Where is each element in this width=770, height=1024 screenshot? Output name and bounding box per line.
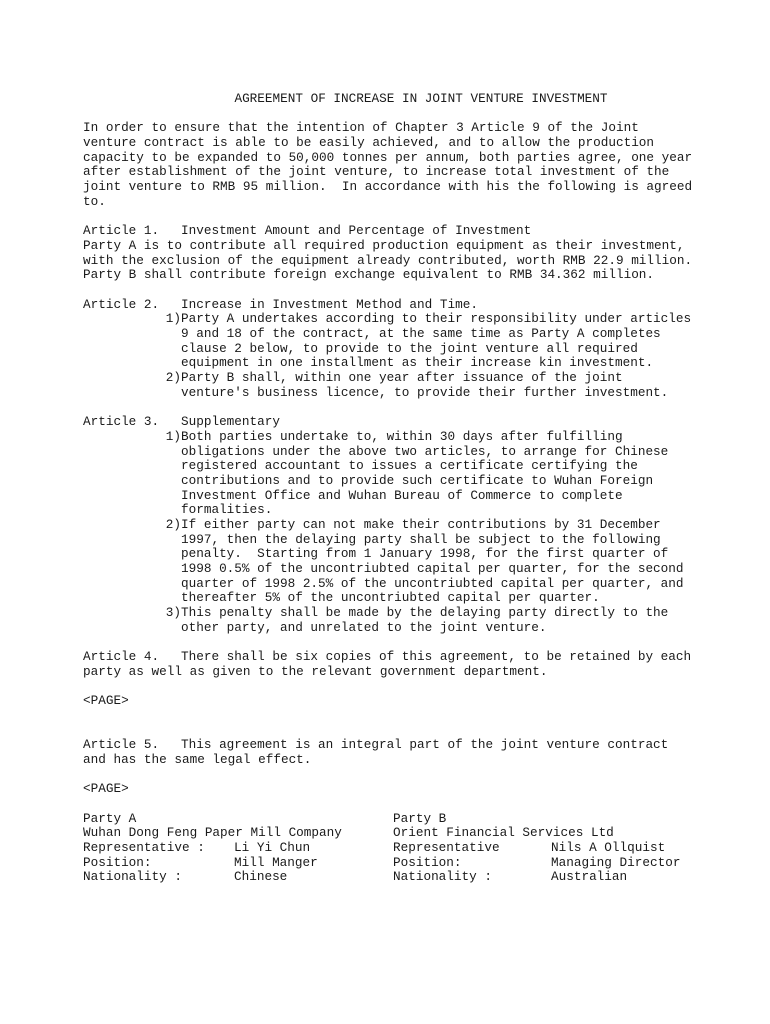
item-line: equipment in one installment as their increase kin investment. xyxy=(181,355,654,371)
article-3-label: Article 3. xyxy=(83,414,160,430)
item-line: registered accountant to issues a certificate certifying the xyxy=(181,458,638,474)
article-3-item-3 xyxy=(83,606,723,635)
party-a-nat-label: Nationality : xyxy=(83,869,182,885)
intro-line: to. xyxy=(83,193,106,209)
article-1 xyxy=(83,224,723,283)
item-line: If either party can not make their contributions by 31 December xyxy=(181,516,661,532)
party-b-nat-label: Nationality : xyxy=(393,869,492,885)
intro-line: capacity to be expanded to 50,000 tonnes per annum, both parties agree, one year xyxy=(83,149,693,165)
item-line: Party A undertakes according to their responsibility under articles xyxy=(181,311,692,327)
intro-line: In order to ensure that the intention of Chapter 3 Article 9 of the Joint xyxy=(83,120,639,136)
party-a-pos-value: Mill Manger xyxy=(234,854,318,870)
article-1-heading: Investment Amount and Percentage of Investment xyxy=(181,223,532,239)
intro-line: joint venture to RMB 95 million. In accordance with his the following is agreed xyxy=(83,179,693,195)
party-b-heading: Party B xyxy=(393,810,447,826)
item-line: Both parties undertake to, within 30 days after fulfilling xyxy=(181,428,623,444)
party-a-company: Wuhan Dong Feng Paper Mill Company xyxy=(83,825,342,841)
article-2-item-2 xyxy=(83,371,723,400)
party-b-company: Orient Financial Services Ltd xyxy=(393,825,614,841)
party-b-rep-value: Nils A Ollquist xyxy=(551,840,666,856)
article-3-heading: Supplementary xyxy=(181,414,280,430)
article-2-item-1 xyxy=(83,312,723,371)
item-number: 2) xyxy=(165,516,181,532)
article-5-label: Article 5. xyxy=(83,737,160,753)
party-a-block xyxy=(83,812,393,885)
article-1-line: Party B shall contribute foreign exchange equivalent to RMB 34.362 million. xyxy=(83,267,655,283)
article-5-line: and has the same legal effect. xyxy=(83,751,312,767)
article-4 xyxy=(83,650,723,679)
item-line: quarter of 1998 2.5% of the uncontriubted capital per quarter, and xyxy=(181,575,684,591)
item-line: 9 and 18 of the contract, at the same time as Party A completes xyxy=(181,326,661,341)
party-a-heading: Party A xyxy=(83,810,137,826)
intro-line: venture contract is able to be easily achieved, and to allow the production xyxy=(83,135,655,151)
page-marker: <PAGE> xyxy=(83,781,129,797)
article-5 xyxy=(83,738,723,767)
party-a-nat-value: Chinese xyxy=(234,869,288,885)
document-title: AGREEMENT OF INCREASE IN JOINT VENTURE INVESTMENT xyxy=(234,91,608,106)
item-number: 1) xyxy=(165,311,181,327)
item-number: 1) xyxy=(165,428,181,444)
article-2-heading: Increase in Investment Method and Time. xyxy=(181,296,478,312)
item-line: 1997, then the delaying party shall be subject to the following xyxy=(181,531,661,547)
article-1-line: with the exclusion of the equipment already contributed, worth RMB 22.9 million. xyxy=(83,252,693,268)
party-b-pos-value: Managing Director xyxy=(551,854,681,870)
item-line: clause 2 below, to provide to the joint venture all required xyxy=(181,340,638,356)
item-line: contributions and to provide such certificate to Wuhan Foreign xyxy=(181,472,654,488)
article-4-text: There shall be six copies of this agreement, to be retained by each xyxy=(181,649,692,665)
page-marker: <PAGE> xyxy=(83,693,129,709)
party-a-pos-label: Position: xyxy=(83,854,152,870)
item-line: penalty. Starting from 1 January 1998, for the first quarter of xyxy=(181,546,669,562)
item-line: Party B shall, within one year after issuance of the joint xyxy=(181,370,623,386)
article-1-label: Article 1. xyxy=(83,223,160,239)
document-page xyxy=(83,92,723,885)
party-a-rep-label: Representative : xyxy=(83,840,205,856)
intro-line: after establishment of the joint venture, to increase total investment of the xyxy=(83,164,670,180)
party-b-block xyxy=(393,812,723,885)
article-3 xyxy=(83,415,723,635)
item-number: 3) xyxy=(165,605,181,621)
item-number: 2) xyxy=(165,370,181,386)
article-3-item-1 xyxy=(83,430,723,518)
article-4-label: Article 4. xyxy=(83,649,160,665)
party-a-rep-value: Li Yi Chun xyxy=(234,840,311,856)
article-2 xyxy=(83,298,723,401)
article-3-item-2 xyxy=(83,518,723,606)
item-line: 1998 0.5% of the uncontriubted capital per quarter, for the second xyxy=(181,561,684,576)
intro-paragraph xyxy=(83,121,723,209)
item-line: This penalty shall be made by the delaying party directly to the xyxy=(181,605,669,621)
party-b-pos-label: Position: xyxy=(393,854,462,870)
item-line: Investment Office and Wuhan Bureau of Commerce to complete xyxy=(181,487,623,503)
party-b-rep-label: Representative xyxy=(393,840,500,856)
article-2-label: Article 2. xyxy=(83,296,160,312)
item-line: other party, and unrelated to the joint venture. xyxy=(181,619,547,635)
item-line: venture's business licence, to provide their further investment. xyxy=(181,384,669,400)
item-line: obligations under the above two articles, to arrange for Chinese xyxy=(181,443,669,459)
item-line: formalities. xyxy=(181,502,273,518)
article-1-line: Party A is to contribute all required production equipment as their investment, xyxy=(83,237,685,253)
article-5-text: This agreement is an integral part of the joint venture contract xyxy=(181,737,669,753)
article-4-line: party as well as given to the relevant government department. xyxy=(83,663,548,679)
signature-block xyxy=(83,812,723,885)
item-line: thereafter 5% of the uncontriubted capital per quarter. xyxy=(181,590,600,606)
party-b-nat-value: Australian xyxy=(551,869,628,885)
